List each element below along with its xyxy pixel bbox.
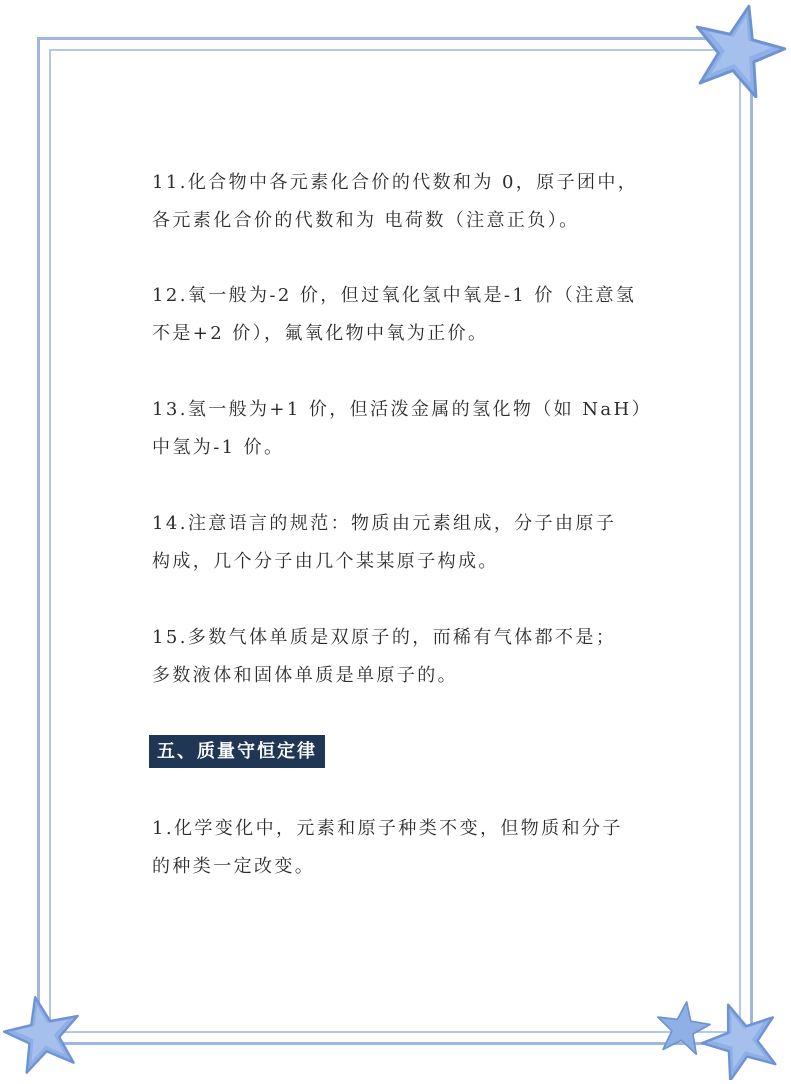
- list-item: [152, 619, 652, 695]
- list-item: [152, 164, 652, 240]
- item-line: 1.化学变化中，元素和原子种类不变，但物质和分子: [152, 818, 623, 839]
- list-item: [152, 391, 652, 467]
- item-line: 的种类一定改变。: [152, 856, 316, 877]
- list-item: [152, 810, 652, 886]
- item-line: 14.注意语言的规范：物质由元素组成，分子由原子: [152, 513, 617, 534]
- item-line: 15.多数气体单质是双原子的，而稀有气体都不是；: [152, 627, 617, 648]
- star-icon: [700, 1000, 782, 1080]
- list-item: [152, 505, 652, 581]
- item-line: 11.化合物中各元素化合价的代数和为 0，原子团中，: [152, 172, 639, 193]
- item-line: 中氢为-1 价。: [152, 437, 285, 458]
- item-line: 不是+2 价），氟氧化物中氧为正价。: [152, 323, 489, 344]
- section-heading: 五、质量守恒定律: [149, 735, 325, 768]
- star-icon: [3, 994, 83, 1074]
- item-line: 13.氢一般为+1 价，但活泼金属的氢化物（如 NaH）: [152, 399, 652, 420]
- item-line: 多数液体和固体单质是单原子的。: [152, 665, 458, 686]
- list-item: [152, 277, 652, 353]
- item-line: 12.氧一般为-2 价，但过氧化氢中氧是-1 价（注意氢: [152, 285, 637, 306]
- star-icon: [688, 2, 788, 98]
- item-line: 构成，几个分子由几个某某原子构成。: [152, 551, 499, 572]
- item-line: 各元素化合价的代数和为 电荷数（注意正负）。: [152, 210, 580, 231]
